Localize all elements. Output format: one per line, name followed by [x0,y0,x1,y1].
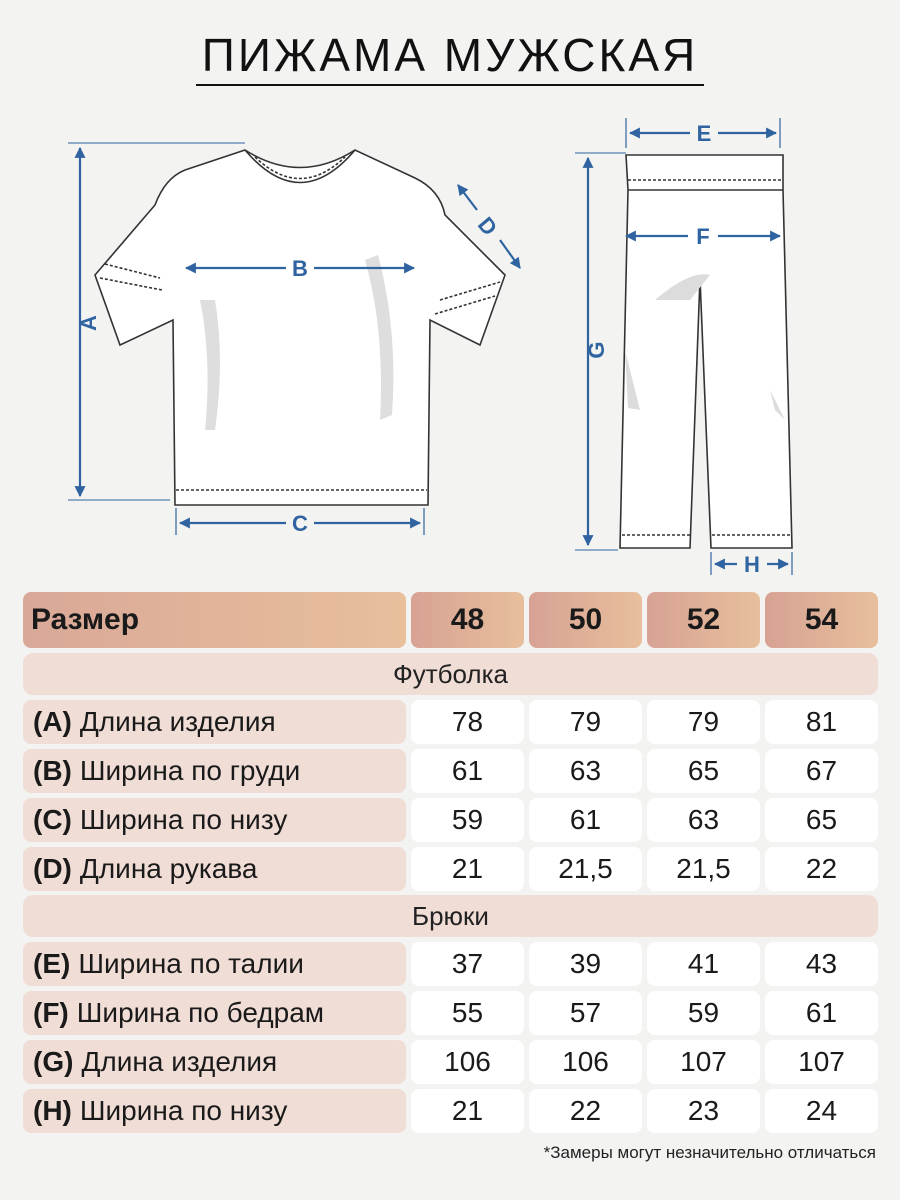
garment-diagram [0,0,900,590]
table-cell: 59 [411,798,524,842]
row-label-text: Ширина по низу [79,804,288,835]
tshirt-drawing [95,150,505,505]
table-cell: 63 [529,749,642,793]
table-cell: 22 [765,847,878,891]
row-code: (A) [33,706,72,737]
table-cell: 61 [765,991,878,1035]
label-a: A [76,315,101,331]
table-cell: 57 [529,991,642,1035]
table-row [23,1040,878,1084]
label-c: C [292,511,308,536]
table-cell: 79 [647,700,760,744]
table-cell: 65 [647,749,760,793]
row-label [23,1040,406,1084]
row-label-text: Ширина по талии [78,948,304,979]
table-cell: 24 [765,1089,878,1133]
row-label [23,942,406,986]
table-cell: 106 [411,1040,524,1084]
section-title-tshirt: Футболка [23,653,878,695]
table-cell: 107 [647,1040,760,1084]
row-label-text: Длина изделия [79,706,276,737]
row-label [23,749,406,793]
row-label [23,700,406,744]
row-code: (E) [33,948,71,979]
table-cell: 67 [765,749,878,793]
table-cell: 21 [411,1089,524,1133]
row-label [23,1089,406,1133]
table-cell: 37 [411,942,524,986]
table-row [23,942,878,986]
table-cell: 61 [529,798,642,842]
row-label-text: Ширина по низу [79,1095,288,1126]
row-label [23,798,406,842]
table-cell: 61 [411,749,524,793]
row-code: (C) [33,804,72,835]
table-cell: 79 [529,700,642,744]
header-size-50: 50 [529,592,642,648]
row-label-text: Ширина по бедрам [76,997,325,1028]
row-label-text: Ширина по груди [79,755,301,786]
row-code: (D) [33,853,72,884]
table-row [23,700,878,744]
label-b: B [292,256,308,281]
table-cell: 41 [647,942,760,986]
row-label [23,847,406,891]
table-row [23,798,878,842]
label-g: G [584,341,609,359]
label-d: D [472,212,503,241]
trousers-drawing [620,155,792,548]
header-size-54: 54 [765,592,878,648]
footnote: *Замеры могут незначительно отличаться [543,1143,876,1162]
section-title-trousers: Брюки [23,895,878,937]
table-cell: 43 [765,942,878,986]
table-row [23,1089,878,1133]
label-e: E [696,121,712,146]
table-cell: 55 [411,991,524,1035]
row-label-text: Длина рукава [79,853,258,884]
table-header-row [23,592,878,636]
row-code: (B) [33,755,72,786]
table-row [23,991,878,1035]
table-cell: 21 [411,847,524,891]
table-cell: 81 [765,700,878,744]
label-f: F [696,224,710,249]
header-size-label: Размер [23,592,406,648]
row-label-text: Длина изделия [81,1046,278,1077]
label-h: H [744,552,760,577]
table-row [23,847,878,891]
table-cell: 78 [411,700,524,744]
table-cell: 21,5 [647,847,760,891]
header-size-48: 48 [411,592,524,648]
table-cell: 23 [647,1089,760,1133]
table-cell: 65 [765,798,878,842]
table-cell: 63 [647,798,760,842]
table-cell: 39 [529,942,642,986]
table-cell: 106 [529,1040,642,1084]
table-cell: 21,5 [529,847,642,891]
row-label [23,991,406,1035]
table-cell: 59 [647,991,760,1035]
table-cell: 22 [529,1089,642,1133]
table-row [23,749,878,793]
table-cell: 107 [765,1040,878,1084]
page-title-text: ПИЖАМА МУЖСКАЯ [196,28,704,86]
row-code: (H) [33,1095,72,1126]
row-code: (G) [33,1046,74,1077]
row-code: (F) [33,997,69,1028]
header-size-52: 52 [647,592,760,648]
